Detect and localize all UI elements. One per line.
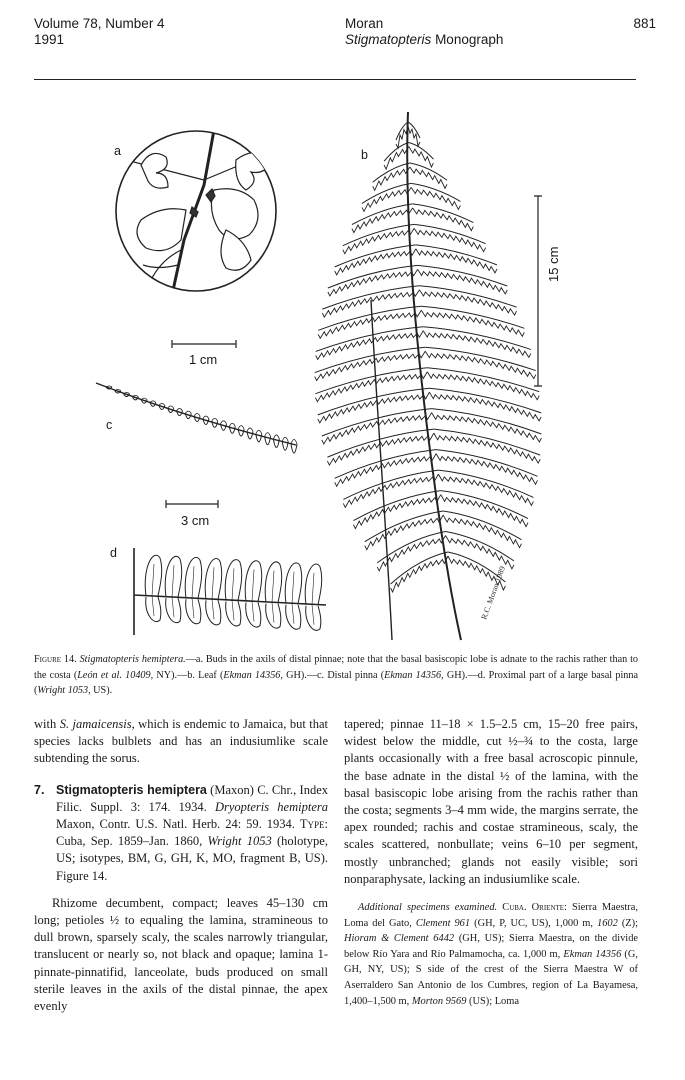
header-rule — [34, 79, 636, 80]
pinna-outline — [328, 265, 418, 288]
cont-post: , which is endemic to Jamaica, but that species lacks bulblets and has an indusiumlike scale subtending the sorus. — [34, 717, 329, 766]
fern-illustration — [86, 100, 606, 648]
pinna-c-lobe-upper — [282, 437, 288, 441]
pinna-serration — [322, 413, 432, 444]
caption-text-1: —a. Buds in the axils of distal pinnae; note that the basal basiscopic lobe is adnate to the rachis rather than to the costa ( — [34, 654, 638, 681]
figure-caption — [34, 652, 638, 699]
addl-country: Cuba. Oriente — [502, 902, 565, 914]
caption-text-3: , GH).—c. Distal pinna ( — [280, 669, 385, 681]
description-continued: tapered; pinnae 11–18 × 1.5–2.5 cm, 15–20 free pairs, widest below the middle, cut ½–¾ to the costa, large plants occasionally with a free basal acroscopic pinnule, the base adnate in the distal ½ of the lamina, with the basal basiscopic lobe arising from the rachis rather than the costa; segments 3–4 mm wide, the margins serrate, the apex rounded; rachis and costae stramineous, scaly, the scales scattered, nonbullate; veins 6–10 per segment, mostly unbranched; glands not easily visible; sori nonparaphysate, lacking an indusiumlike scale. — [344, 717, 638, 886]
artist-signature: R.C. Moran 1989 — [479, 564, 508, 621]
addl-text-5: (G, GH, NY, US); S side of the crest of the Sierra Maestra W of Aserraldero San Antonio de los Cumbres, region of La Bayamesa, 1,400–1,500 m, — [344, 948, 638, 1007]
pinna-d-segments — [145, 555, 322, 630]
basionym: Dryopteris hemiptera — [214, 799, 328, 814]
pinna-c-lobe-upper — [177, 409, 183, 411]
continued-paragraph — [34, 716, 328, 768]
scale-label-c: 3 cm — [181, 513, 210, 528]
panel-d-drawing — [134, 548, 326, 635]
panel-label-d: d — [110, 546, 117, 560]
journal-year: 1991 — [34, 32, 65, 47]
page-number: 881 — [633, 16, 656, 31]
caption-text-2: , NY).—b. Leaf ( — [150, 669, 224, 681]
pinna-outline — [343, 470, 438, 499]
type-label: Type — [299, 817, 325, 832]
figure-14 — [86, 100, 606, 648]
addl-collection-4: Ekman 14356 — [563, 948, 622, 960]
short-title-genus: Stigmatopteris — [345, 32, 432, 47]
pinna-d-vein — [192, 566, 194, 618]
short-title — [345, 32, 503, 48]
caption-label: Figure 14. — [34, 654, 77, 665]
running-header-center — [345, 16, 503, 48]
pinna-serration — [410, 167, 447, 188]
pinna-outline — [410, 163, 447, 180]
left-column — [34, 716, 328, 1015]
pinna-c-lobe-upper — [221, 421, 227, 424]
addl-text-4: (GH, US); Sierra Maestra, on the divide below Río Yara and Río Palmamocha, ca. 1,000 m, — [344, 933, 638, 960]
pinna-outline — [391, 552, 448, 584]
scale-bar-a — [172, 340, 236, 348]
type-text-2: (holotype, US; isotypes, BM, G, GH, K, MO, fragment B, US). Figure 14. — [56, 834, 328, 883]
running-header-left — [34, 16, 165, 48]
pinna-serration — [413, 208, 474, 231]
scale-label-b: 15 cm — [546, 246, 561, 282]
journal-volume: Volume 78, Number 4 — [34, 16, 165, 31]
pinna-c-lobe-upper — [168, 406, 174, 408]
type-text-1: : Cuba, Sep. 1859–Jan. 1860, — [56, 817, 328, 849]
pinna-outline — [408, 122, 420, 138]
pinna-outline — [427, 368, 539, 392]
pinna-c-lobe — [291, 444, 297, 453]
addl-heading: Additional specimens examined. — [358, 902, 498, 914]
scale-bar-b — [534, 196, 542, 386]
pinna-d-vein — [212, 567, 214, 619]
pinna-c-lobe-upper — [265, 433, 271, 437]
pinna-c-lobe-upper — [256, 430, 262, 434]
addl-collection-1: Clement 961 — [415, 917, 471, 929]
panel-label-a: a — [114, 144, 121, 158]
pinna-serration — [373, 167, 410, 190]
pinna-c-lobe-upper — [229, 423, 235, 426]
pinna-d-vein — [252, 570, 254, 622]
right-column — [344, 716, 638, 1009]
species-number: 7. — [34, 782, 45, 797]
pinna-outline — [411, 183, 460, 201]
description-start: Rhizome decumbent, compact; leaves 45–130 cm long; petioles ½ to equaling the lamina, stramineous to dull brown, sparsely scaly, the scales narrowly triangular, translucent or nearly so, not black and opaque; lamina 1-pinnate-pinnatifid, lanceolate, buds produced on small sterile leaves in the axils of the distal pinnae, the apex evenly — [34, 895, 328, 1014]
addl-text-6: (US); Loma — [466, 995, 519, 1007]
scale-label-a: 1 cm — [189, 352, 218, 367]
pinna-c-lobe-upper — [194, 414, 200, 417]
panel-label-c: c — [106, 418, 113, 432]
basionym-citation: Maxon, Contr. U.S. Natl. Herb. 24: 59. 1934. — [56, 817, 300, 832]
panel-label-b: b — [361, 148, 368, 162]
caption-collection-3: Ekman 14356 — [384, 669, 442, 681]
pinna-outline — [429, 388, 541, 413]
pinna-serration — [409, 146, 434, 167]
pinna-serration — [391, 556, 448, 592]
pinna-serration — [414, 228, 485, 251]
additional-specimens — [344, 900, 638, 1009]
caption-collection-4: Wright 1053 — [37, 685, 89, 696]
pinna-serration — [343, 474, 438, 507]
pinna-serration — [365, 515, 443, 550]
panel-a-drawing — [116, 130, 276, 348]
panel-c-drawing — [96, 383, 297, 508]
pinna-outline — [446, 532, 514, 561]
caption-text-5: , US). — [88, 685, 113, 696]
addl-text-2: (GH, P, UC, US), 1,000 m, — [470, 917, 598, 929]
addl-collection-5: Morton 9569 — [411, 995, 467, 1007]
pinna-c-lobe-upper — [106, 386, 112, 387]
pinna-serration — [335, 454, 436, 487]
pinna-serration — [416, 249, 497, 273]
caption-collection-2: Ekman 14356 — [223, 669, 281, 681]
pinna-outline — [353, 491, 440, 521]
addl-text-1: : Sierra Maestra, Loma del Gato, — [344, 902, 638, 929]
scale-bar-c — [166, 500, 218, 508]
addl-collection-2: 1602 — [597, 917, 618, 929]
pinna-d-vein — [312, 573, 314, 625]
pinna-outline — [418, 265, 508, 286]
pinna-c-lobe-upper — [203, 416, 209, 419]
pinna-serration — [384, 146, 409, 169]
species-entry — [34, 782, 328, 885]
pinna-c-lobe-upper — [273, 435, 279, 439]
caption-species: Stigmatopteris hemiptera. — [79, 654, 186, 665]
addl-text-3: (Z); — [617, 917, 638, 929]
short-title-rest: Monograph — [435, 32, 504, 47]
pinna-outline — [421, 306, 524, 328]
pinna-outline — [409, 142, 434, 159]
pinna-d-vein — [292, 572, 294, 624]
pinna-d-vein — [272, 571, 274, 623]
pinna-d-vein — [172, 565, 174, 617]
cont-species: S. jamaicensis — [59, 717, 132, 731]
pinna-c-lobe-upper — [247, 428, 253, 432]
caption-collection-1: León et al. 10409 — [77, 669, 151, 681]
addl-collection-3: Hioram & Clement 6442 — [344, 933, 455, 945]
author-name: Moran — [345, 16, 384, 31]
pinna-serration — [318, 392, 430, 423]
type-collector: Wright 1053 — [207, 834, 272, 849]
pinna-d-vein — [152, 564, 154, 616]
pinna-c-lobe-upper — [212, 418, 218, 421]
pinna-c-lobe-upper — [185, 411, 191, 414]
species-name: Stigmatopteris hemiptera — [56, 782, 207, 797]
pinna-outline — [365, 511, 443, 542]
pinna-c-lobe-upper — [238, 426, 244, 430]
pinna-serration — [411, 187, 460, 209]
caption-text-4: , GH).—d. Proximal part of a large basal pinna ( — [34, 669, 638, 696]
species-authority: (Maxon) C. Chr., Index Filic. Suppl. 3: 174. 1934. — [56, 782, 328, 814]
pinnae-group — [315, 122, 542, 592]
pinna-d-vein — [232, 568, 234, 620]
cont-pre: with — [34, 717, 60, 731]
panel-b-drawing — [315, 112, 542, 640]
